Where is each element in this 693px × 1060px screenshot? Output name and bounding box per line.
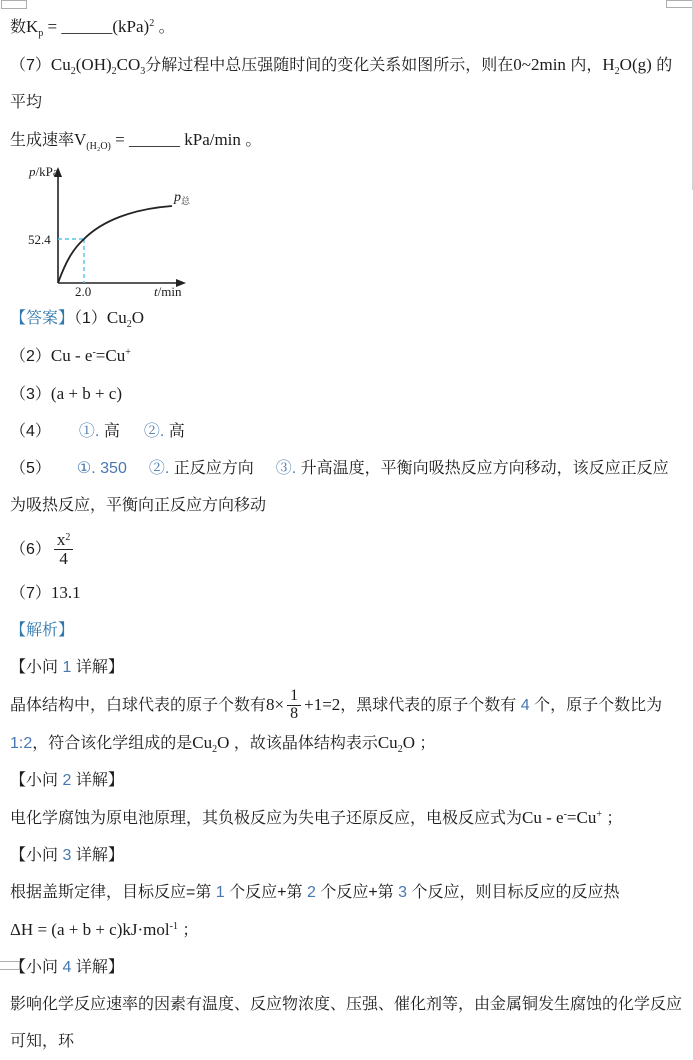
text-segment-sup: - — [92, 347, 96, 358]
text-segment-cn: 详解】 — [75, 659, 124, 676]
text-segment-cn: （7） — [10, 57, 51, 74]
text-segment-f: (kPa) — [112, 17, 150, 36]
text-segment-num: ③. — [275, 460, 301, 477]
text-segment-sub: 2 — [212, 744, 218, 755]
text-segment-num: 3 — [393, 884, 412, 901]
text-segment-f: (OH) — [75, 55, 112, 74]
subquestion-3-paragraph — [10, 874, 683, 911]
scan-artifact-top-left — [1, 0, 27, 9]
text-segment-hl: 【解析】 — [10, 622, 75, 639]
fraction: $\frac{1}{8}$ — [287, 688, 301, 723]
text-segment-f: Cu — [50, 55, 71, 74]
text-segment-cn: 【小问 — [10, 959, 59, 976]
text-segment-cn: 详解】 — [75, 772, 124, 789]
text-segment-hl: 【答案】 — [10, 310, 75, 327]
text-segment-num: ①. 350 — [76, 460, 127, 477]
answer-1-line — [10, 299, 683, 337]
text-segment-cn: ； — [177, 922, 199, 939]
pressure-curve — [58, 206, 172, 283]
text-segment-cn: 升高温度，平衡向吸热反应方向移动，该反应正反应为吸热反应，平衡向正反应方向移动 — [10, 460, 669, 514]
text-segment-cn: 【小问 — [10, 847, 59, 864]
text-segment-f: (a + b + c) — [50, 384, 122, 403]
spacer — [51, 435, 79, 436]
text-segment-cn: 影响化学反应速率的因素有温度、反应物浓度、压强、催化剂等，由金属铜发生腐蚀的化学反应可知，环 — [10, 996, 683, 1050]
text-segment-f: Cu - e — [50, 346, 93, 365]
rate-expression-line — [10, 121, 683, 159]
text-segment-cn: 个，原子个数比为 — [534, 697, 663, 714]
x-marked-value: 2.0 — [75, 284, 92, 297]
text-segment-sub: p — [38, 28, 44, 39]
text-segment-blank: ______ — [61, 17, 113, 36]
text-segment-num: 4 — [516, 697, 535, 714]
text-segment-sup: 2 — [149, 18, 155, 29]
text-segment-cn: （4） — [10, 423, 51, 440]
subquestion-2-paragraph — [10, 799, 683, 837]
answer-7-line — [10, 574, 683, 612]
text-segment-cn: ； — [601, 810, 623, 827]
text-segment-blank: ______ — [128, 130, 180, 149]
text-segment-cn: 详解】 — [75, 959, 124, 976]
text-segment-cn: 个反应+第 — [229, 884, 303, 901]
text-segment-f: 13.1 — [50, 583, 81, 602]
text-segment-cn: 详解】 — [75, 847, 124, 864]
spacer — [127, 472, 149, 473]
text-segment-cn: （5） — [10, 460, 51, 477]
text-segment-cn: 的平均 — [10, 57, 673, 111]
text-segment-f: O — [217, 733, 230, 752]
text-segment-sub: 2 — [70, 66, 76, 77]
text-segment-cn: 个反应+第 — [320, 884, 394, 901]
text-segment-f: CO — [116, 55, 141, 74]
text-segment-f: O — [131, 308, 145, 327]
answer-3-line — [10, 375, 683, 413]
text-segment-f: ΔH = (a + b + c)kJ·mol — [10, 920, 170, 939]
text-segment-cn: 高 — [103, 423, 120, 440]
answer-5-line — [10, 450, 683, 524]
text-segment-num: 1:2 — [10, 735, 33, 752]
text-segment-num: ①. — [78, 423, 104, 440]
kp-expression-line — [10, 8, 683, 46]
text-segment-num: ②. — [143, 423, 169, 440]
text-segment-cn: 电化学腐蚀为原电池原理，其负极反应为失电子还原反应，电极反应式为 — [10, 810, 523, 827]
answer-4-line — [10, 413, 683, 450]
analysis-heading-line — [10, 612, 683, 649]
fraction: $\frac{x^2}{4}$ — [54, 531, 74, 568]
text-segment-sub: (H₂O) — [86, 141, 111, 152]
text-segment-cn: 内， — [565, 57, 603, 74]
subquestion-1-heading — [10, 649, 683, 686]
text-segment-cn: 数 — [10, 19, 27, 36]
text-segment-f: kPa/min — [179, 130, 241, 149]
text-segment-num: 1 — [211, 884, 230, 901]
text-segment-f: O(g) — [619, 55, 652, 74]
text-segment-f: +1=2 — [304, 695, 341, 714]
text-segment-cn: ，故该晶体结构表示 — [229, 735, 378, 752]
text-segment-cn: 【小问 — [10, 772, 59, 789]
text-segment-num: 2 — [302, 884, 321, 901]
text-segment-cn: 分解过程中总压强随时间的变化关系如图所示，则在 — [145, 57, 514, 74]
pressure-time-chart — [26, 163, 236, 297]
text-segment-cn: （1） — [74, 310, 107, 327]
text-segment-cn: （7） — [10, 585, 51, 602]
text-segment-cn: （6） — [10, 540, 51, 558]
spacer — [120, 435, 144, 436]
text-segment-cn: 晶体结构中，白球代表的原子个数有 — [10, 697, 267, 714]
text-segment-cn: 。 — [240, 132, 262, 149]
text-segment-f: K — [26, 17, 39, 36]
text-segment-cn: ，符合该化学组成的是 — [32, 735, 193, 752]
text-segment-f: V — [74, 130, 87, 149]
y-axis-label: p/kPa — [29, 164, 59, 179]
answer-6-line — [10, 524, 683, 574]
text-segment-cn: 根据盖斯定律，目标反应=第 — [10, 884, 212, 901]
text-segment-f: Cu — [377, 733, 398, 752]
text-segment-sup: + — [125, 347, 131, 358]
text-segment-f: 0~2min — [513, 55, 566, 74]
text-segment-num: ②. — [148, 460, 174, 477]
text-segment-sub: 2 — [111, 66, 117, 77]
text-segment-f: H — [602, 55, 615, 74]
text-segment-cn: ； — [414, 735, 436, 752]
text-segment-f: 8× — [266, 695, 285, 714]
text-segment-sub: 2 — [614, 66, 620, 77]
text-segment-f: =Cu — [95, 346, 126, 365]
question-7-line — [10, 46, 683, 121]
delta-h-line — [10, 911, 683, 949]
answer-2-line — [10, 337, 683, 375]
text-segment-f: =Cu — [566, 808, 597, 827]
scan-artifact-top-right — [666, 0, 693, 8]
text-segment-cn: 生成速率 — [10, 132, 75, 149]
pressure-time-chart-svg — [26, 163, 236, 297]
text-segment-cn: 【小问 — [10, 659, 59, 676]
subquestion-2-heading — [10, 762, 683, 799]
text-segment-cn: ，黑球代表的原子个数有 — [340, 697, 517, 714]
text-segment-cn: 个反应，则目标反应的反应热 — [411, 884, 620, 901]
text-segment-sup: + — [596, 809, 602, 820]
text-segment-f: = — [110, 130, 129, 149]
text-segment-sub: 2 — [126, 319, 132, 330]
y-marked-value: 52.4 — [28, 232, 51, 247]
text-segment-f: Cu - e — [522, 808, 564, 827]
text-segment-sub: 3 — [140, 66, 146, 77]
text-segment-sub: 2 — [397, 744, 403, 755]
text-segment-cn: 。 — [154, 19, 175, 36]
text-segment-num: 3 — [58, 847, 76, 864]
subquestion-4-heading — [10, 949, 683, 986]
spacer — [254, 472, 276, 473]
text-segment-f: = — [43, 17, 62, 36]
x-axis-label: t/min — [154, 284, 182, 297]
subquestion-3-heading — [10, 837, 683, 874]
text-segment-cn: 高 — [168, 423, 185, 440]
subquestion-4-paragraph — [10, 986, 683, 1060]
subquestion-1-paragraph — [10, 686, 683, 762]
text-segment-f: Cu — [106, 308, 127, 327]
text-segment-num: 1 — [58, 659, 76, 676]
text-segment-num: 4 — [58, 959, 76, 976]
text-segment-f: Cu — [192, 733, 213, 752]
text-segment-cn: （2） — [10, 348, 51, 365]
text-segment-num: 2 — [58, 772, 76, 789]
text-segment-f: O — [402, 733, 415, 752]
text-segment-cn: （3） — [10, 386, 51, 403]
text-segment-cn: 正反应方向 — [173, 460, 254, 477]
spacer — [51, 472, 77, 473]
curve-asymptote-label: $p_总$ — [174, 190, 191, 206]
text-segment-sup: -1 — [169, 921, 178, 932]
text-segment-sup: - — [563, 809, 567, 820]
